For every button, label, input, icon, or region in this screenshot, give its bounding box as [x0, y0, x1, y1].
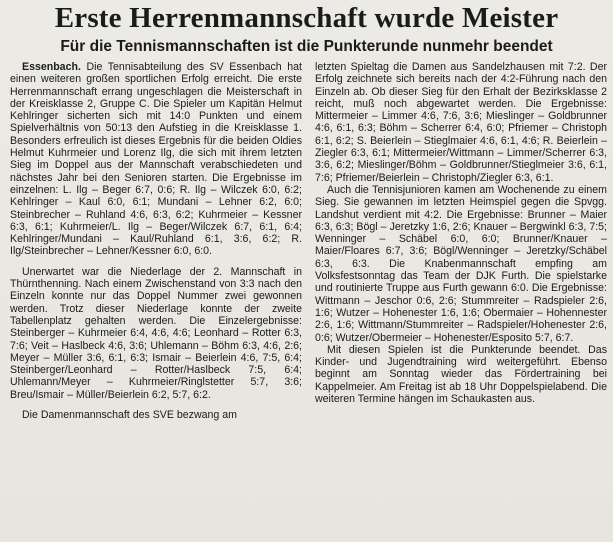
paragraph-juniors: Auch die Tennisjunioren kamen am Wochenende zu einem Sieg. Sie gewannen im letzten Heimspiel gegen die Spvgg. Landshut verdient mit 4:2. Die Ergebnisse: Brunner – Maier 6:3, 6:3; Bögl – Jeretzky 1:6, 2:6; Knauer – Bergwinkl 6:3, 7:5; Wenninger – Schäbel 6:0, 6:0; Brunner/Knauer – Maier/Floares 6:7, 3:6; Bögl/Wenninger – Jeretzky/Schäbel 6:3, 6:3. Die Knabenmannschaft empfing am Volksfestsonntag das Team der DJK Furth. Die spielstarke und routinierte Truppe aus Furth gewann 6:0. Die Ergebnisse: Wittmann – Jeschor 0:6, 2:6; Stummreiter – Radspieler 2:6, 1:6; Wutzer – Hohenester 1:6, 1:6; Obermaier – Hohennester 2:6, 1:6; Wittmann/Stummreiter – Radspieler/Hohenester 2:6, 0:6; Wutzer/Obermeier – Hohenester/Esposito 5:7, 6:7. [315, 183, 607, 344]
paragraph-women-team-continued: letzten Spieltag die Damen aus Sandelzhausen mit 7:2. Der Erfolg zeichnete sich bereits nach der 4:2-Führung nach den Einzeln ab. Ob dieser Sieg für den Erhalt der Bezirksklasse 2 reicht, muß noch abgewartet werden. Die Ergebnisse: Mittermeier – Limmer 4:6, 7:6, 3:6; Mieslinger – Goldbrunner 4:6, 6:1, 6:3; Böhm – Scherrer 6:4, 6:0; Pfriemer – Christoph 6:1, 6:2; S. Beierlein – Stieglmaier 4:6, 6:1, 4:6; R. Beierlein – Ziegler 6:3, 6:1; Mittermeier/Wittmann – Limmer/Scherrer 6:3, 3:6, 6:2; Mieslinger/Böhm – Goldbrunner/Stieglmeier 3:6, 6:1, 7:6; Pfriemer/Beierlein – Christoph/Ziegler 6:3, 6:1. [315, 61, 607, 184]
article-column-left [10, 61, 302, 421]
paragraph-women-team-start: Die Damenmannschaft des SVE bezwang am [22, 409, 237, 422]
headline: Erste Herrenmannschaft wurde Meister [54, 2, 559, 34]
paragraph-intro-text: Die Tennisabteilung des SV Essenbach hat einen weiteren großen sportlichen Erfolg erreicht. Die erste Herrenmannschaft errang ungeschlagen die Meisterschaft in der Kreisklasse 2, Gruppe C. Die Spieler um Kapitän Helmut Kehlringer sicherten sich mit 14:0 Punkten und einem Spielverhältnis von 50:13 den Aufstieg in die Kreisklasse 1. Besonders erfreulich ist dieses Ergebnis für die beiden Oldies Helmut Kuhrmeier und Lorenz Ilg, die sich mit ihrem letzten Sieg im Doppel aus der Mannschaft verabschiedeten und nächstes Jahr bei den Senioren starten. Die Ergebnisse im einzelnen: L. Ilg – Beger 6:7, 0:6; R. Ilg – Wilczek 6:0, 6:2; Kehlringer – Kaul 6:0, 6:1; Mundani – Lehner 6:2, 6:0; Steinbrecher – Ruhland 4:6, 6:3, 6:2; Kuhrmeier – Kessner 6:3, 6:1; Kuhrmeier/L. Ilg – Beger/Wilczek 6:7, 6:1, 6:4; Kehlringer/Mundani – Kaul/Ruhland 6:1, 3:6, 6:2; R. Ilg/Steinbrecher – Lehner/Kessner 6:0, 6:0. [10, 61, 302, 258]
paragraph-second-team: Unerwartet war die Niederlage der 2. Mannschaft in Thürnthenning. Nach einem Zwischenstand von 3:3 nach den Einzeln konnte nur das Doppel Nummer zwei gewonnen werden. Trotz dieser Niederlage konnte der zweite Tabellenplatz gehalten werden. Die Einzelergebnisse: Steinberger – Kuhrmeier 6:4, 4:6, 4:6; Leonhard – Rotter 6:3, 7:6; Veit – Haslbeck 4:6, 3:6; Uhlemann – Böhm 6:3, 4:6, 2:6; Meyer – Müller 3:6, 6:1, 6:3; Ismair – Beierlein 4:6, 7:5, 6:4; Steinberger/Leonhard – Rotter/Haslbeck 7:5, 6:4; Uhlemann/Meyer – Kuhrmeier/Ringlstetter 5:7, 3:6; Breu/Ismair – Müller/Beierlein 6:2, 5:7, 6:2. [10, 265, 302, 401]
subheadline: Für die Tennismannschaften ist die Punkterunde nunmehr beendet [60, 38, 553, 55]
article-column-right [315, 61, 607, 405]
dateline: Essenbach. [22, 61, 81, 73]
paragraph-closing: Mit diesen Spielen ist die Punkterunde beendet. Das Kinder- und Jugendtraining wird weitergeführt. Ebenso beginnt am Sonntag wieder das Fördertraining bei Kappelmeier. Am Freitag ist ab 18 Uhr Doppelspielabend. Die weiteren Termine hängen im Schaukasten aus. [315, 343, 607, 406]
paragraph-intro [10, 61, 302, 258]
